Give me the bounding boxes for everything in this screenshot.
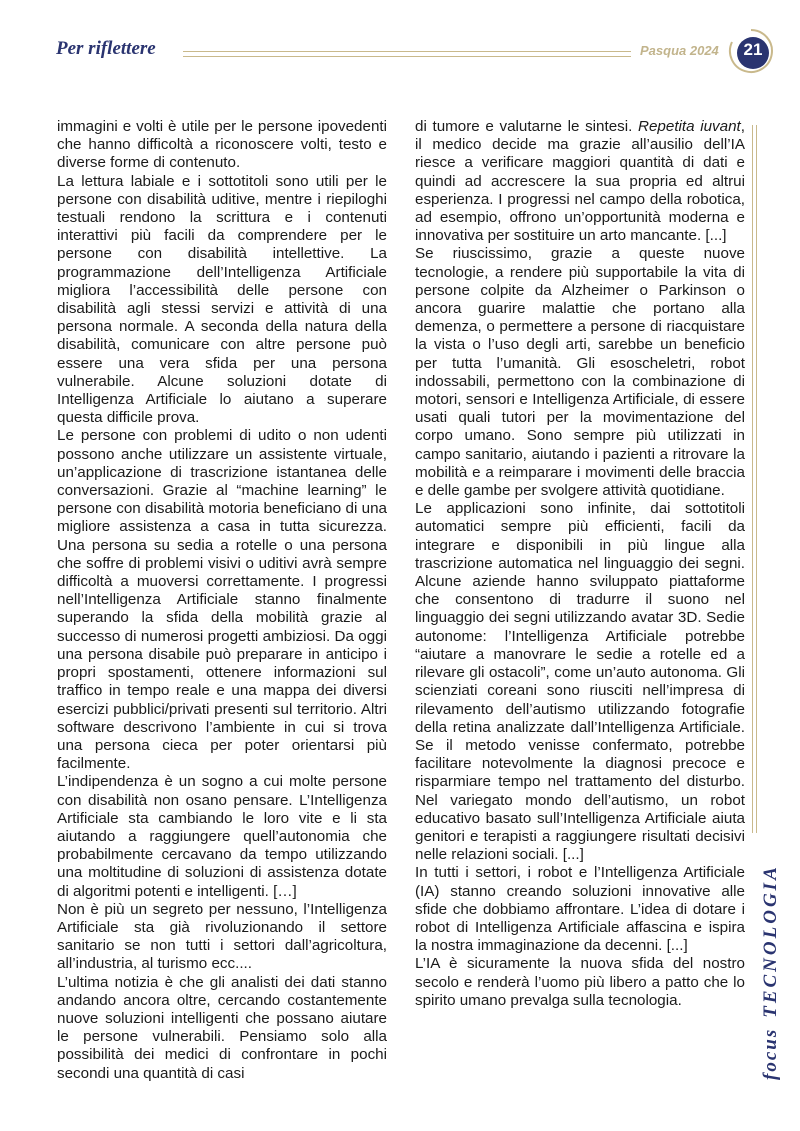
paragraph: immagini e volti è utile per le persone ipovedenti che hanno difficoltà a riconoscere volti, testo e diverse forme di contenuto.: [57, 118, 387, 172]
paragraph: In tutti i settori, i robot e l’Intelligenza Artificiale (IA) stanno creando soluzioni innovative alle sfide che dobbiamo affrontare. L’idea di dotare i robot di Intelligenza Artificiale affascina e ispira la nostra immaginazione da decenni. [...]: [415, 864, 745, 955]
paragraph: Non è più un segreto per nessuno, l’Intelligenza Artificiale sta già rivoluzionando il settore sanitario se non tutti i settori dall’agricoltura, all’industria, al turismo ecc....: [57, 900, 387, 973]
sidebar-rule: [752, 125, 757, 833]
latin-phrase: Repetita iuvant: [638, 118, 741, 135]
sidebar-label: [760, 864, 782, 1080]
paragraph: L’ultima notizia è che gli analisti dei dati stanno andando ancora oltre, cercando costantemente nuove soluzioni intelligenti che possano aiutare le persone vulnerabili. Pensiamo solo alla possibilità dei medici di confrontare in pochi secondi una quantità di casi: [57, 973, 387, 1082]
paragraph: Se riuscissimo, grazie a queste nuove tecnologie, a rendere più supportabile la vita di persone colpite da Alzheimer o Parkinson o ancora guarire malattie che portano alla demenza, o permettere a persone di riacquistare la vista o l’uso degli arti, sarebbe un beneficio per tutta l’umanità. Gli esoscheletri, robot indossabili, permettono con la combinazione di motori, sensori e Intelligenza Artificiale, di essere usati quali tutori per la movimentazione del corpo umano. Sono sempre più utilizzati in campo sanitario, aiutando i pazienti a ritrovare la mobilità e a reimparare i movimenti delle braccia e delle gambe per svolgere attività quotidiane.: [415, 245, 745, 500]
paragraph-text: , il medico decide ma grazie all’ausilio dell’IA riesce a verificare maggiori quantità di dati e quindi ad accrescere la sua propria ed altrui esperienza. I progressi nel campo della robotica, ad esempio, offrono un’opportunità moderna e innovativa per sostituire un arto mancante. [...]: [415, 118, 745, 245]
issue-label: Pasqua 2024: [640, 43, 719, 58]
paragraph: L’indipendenza è un sogno a cui molte persone con disabilità non osano pensare. L’Intelligenza Artificiale sta cambiando le loro vite e li sta aiutando a raggiungere quell’autonomia che probabilmente cercavano da tempo utilizzando una moltitudine di soluzioni di assistenza dotate di algoritmi potenti e intelligenti. […]: [57, 773, 387, 900]
section-title: Per riflettere: [56, 38, 156, 59]
paragraph-text: di tumore e valutarne le sintesi.: [415, 118, 639, 135]
paragraph: L’IA è sicuramente la nuova sfida del nostro secolo e renderà l’uomo più libero a patto che lo spirito umano prevalga sulla tecnologia.: [415, 955, 745, 1009]
header-rule: [183, 51, 631, 57]
right-column: [415, 118, 745, 1010]
page-number: 21: [743, 40, 763, 59]
left-column: [57, 118, 387, 1083]
paragraph: Le persone con problemi di udito o non udenti possono anche utilizzare un assistente virtuale, un’applicazione di trascrizione istantanea delle conversazioni. Grazie al “machine learning” le persone con disabilità motoria beneficiano di una migliore assistenza a casa in tutta sicurezza. Una persona su sedia a rotelle o una persona che soffre di problemi visivi o uditivi avrà sempre difficoltà a muoversi correttamente. I progressi nell’Intelligenza Artificiale stanno finalmente superando la sfida della mobilità grazie al successo di numerosi progetti ambiziosi. Da oggi una persona disabile può preparare in anticipo i propri spostamenti, ottenere informazioni sul traffico in tempo reale e una mappa dei diversi esercizi pubblici/privati presenti sul territorio. Altri software descrivono l’ambiente in cui si trova una persona cieca per poter orientarsi più facilmente.: [57, 427, 387, 773]
page-number-badge: [728, 28, 774, 74]
paragraph: Le applicazioni sono infinite, dai sottotitoli automatici sempre più efficienti, facili da integrare e disponibili in più lingue alla trascrizione automatica nel linguaggio dei segni. Alcune aziende hanno sviluppato piattaforme che consentono di tradurre il suono nel linguaggio dei segni utilizzando avatar 3D. Sedie autonome: l’Intelligenza Artificiale potrebbe “aiutare a manovrare le sedie a rotelle ed a rilevare gli ostacoli”, come un’auto autonoma. Gli scienziati coreani sono riusciti nell’impresa di rilevamento dell’autismo utilizzando fotografie della retina analizzate dall’Intelligenza Artificiale. Se il metodo venisse confermato, potrebbe facilitare notevolmente la diagnosi precoce e risparmiare tempo nel trattamento del disturbo. Nel variegato mondo dell’autismo, un robot educativo basato sull’Intelligenza Artificiale aiuta genitori e terapisti a raggiungere risultati decisivi nelle relazioni sociali. [...]: [415, 500, 745, 864]
sidebar-topic: TECNOLOGIA: [760, 864, 781, 1018]
paragraph: La lettura labiale e i sottotitoli sono utili per le persone con disabilità uditive, mentre i riepiloghi testuali rendono la scrittura e i contenuti interattivi più facili da comprendere per le persone con disabilità intellettive. La programmazione dell’Intelligenza Artificiale migliora l’accessibilità delle persone con disabilità agli stessi servizi e attività di una persona normale. A seconda della natura della disabilità, comunicare con altre persone può essere una vera sfida per una persona vulnerabile. Alcune soluzioni dotate di Intelligenza Artificiale lo aiutano a superare questa difficile prova.: [57, 172, 387, 427]
sidebar-focus: focus: [760, 1027, 781, 1080]
paragraph: [415, 118, 745, 245]
